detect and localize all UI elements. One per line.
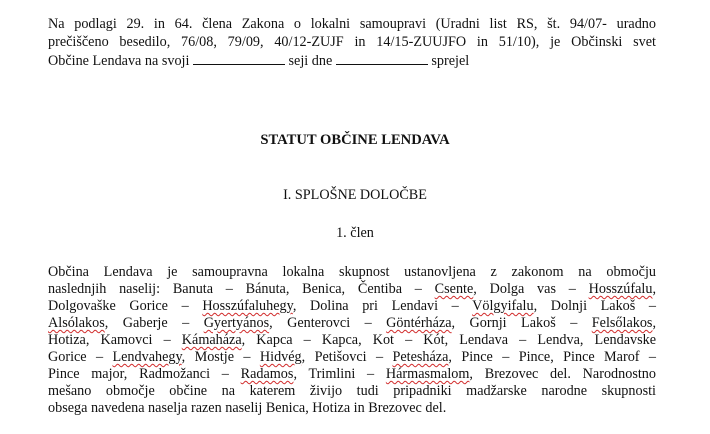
body-line-7 <box>48 365 656 383</box>
place-name: Kámaháza <box>181 332 242 348</box>
body-line-8 <box>48 382 656 400</box>
body-text: , Gaberje – <box>104 315 204 331</box>
body-text: , Brezovec del. Narodnostno <box>469 366 656 382</box>
body-line-4 <box>48 314 656 332</box>
body-text: Občina Lendava je samoupravna lokalna skupnost ustanovljena z zakonom na območju <box>48 264 656 280</box>
session-number-blank <box>193 51 285 65</box>
intro-text-3b: seji dne <box>288 53 333 69</box>
body-text: , Mostje – <box>181 349 260 365</box>
place-name: Felsőlakos <box>591 315 653 331</box>
body-line-9 <box>48 399 656 417</box>
body-text: , Trimlini – <box>293 366 386 382</box>
body-text: Dolgovaške Gorice – <box>48 298 203 314</box>
body-line-2 <box>48 280 656 298</box>
body-text: Hotiza, Kamovci – <box>48 332 182 348</box>
place-name: Hosszúfalu <box>588 281 653 297</box>
place-name: Völgyifalu <box>472 298 534 314</box>
place-name: Hármasmalom <box>385 366 470 382</box>
intro-line-2 <box>48 33 656 51</box>
body-text: , Gornji Lakoš – <box>451 315 592 331</box>
body-line-6 <box>48 348 656 366</box>
body-text: mešano območje občine na katerem živijo tudi pripadniki madžarske narodne skupnosti <box>48 383 656 399</box>
intro-text-2: prečiščeno besedilo, 76/08, 79/09, 40/12-ZUJF in 14/15-ZUUJFO in 51/10), je Občinski svet <box>48 34 656 50</box>
article-heading: 1. člen <box>336 225 374 241</box>
body-line-1 <box>48 263 656 281</box>
body-text: naslednjih naselij: Banuta – Bánuta, Benica, Čentiba – <box>48 281 435 297</box>
body-text: Pince major, Radmožanci – <box>48 366 241 382</box>
place-name: Csente <box>434 281 474 297</box>
body-text: Gorice – <box>48 349 113 365</box>
body-text: , Genterovci – <box>269 315 387 331</box>
body-text: , Pince – Pince, Pince Marof – <box>448 349 656 365</box>
document-title: STATUT OBČINE LENDAVA <box>260 132 450 148</box>
body-line-3 <box>48 297 656 315</box>
intro-text-1: Na podlagi 29. in 64. člena Zakona o lokalni samoupravi (Uradni list RS, št. 94/07- uradno <box>48 16 656 32</box>
intro-line-3 <box>48 51 656 70</box>
place-name: Gyertyános <box>203 315 270 331</box>
intro-line-1 <box>48 15 656 33</box>
session-date-blank <box>336 51 428 65</box>
place-name: Göntérháza <box>386 315 452 331</box>
body-line-5 <box>48 331 656 349</box>
place-name: Radamos <box>240 366 294 382</box>
place-name: Petesháza <box>392 349 449 365</box>
body-text: , <box>652 315 657 331</box>
place-name: Alsólakos <box>48 315 105 331</box>
place-name: Hosszúfaluhegy <box>202 298 293 314</box>
section-heading: I. SPLOŠNE DOLOČBE <box>283 187 427 203</box>
body-text: , Kapca – Kapca, Kot – Kót, Lendava – Lendva, Lendavske <box>241 332 657 348</box>
body-text: , <box>652 281 656 297</box>
body-text: , Dolina pri Lendavi – <box>292 298 473 314</box>
body-text: , Petišovci – <box>301 349 393 365</box>
place-name: Lendvahegy <box>112 349 182 365</box>
intro-text-3c: sprejel <box>431 53 470 69</box>
place-name: Hidvég <box>259 349 302 365</box>
body-text: , Dolnji Lakoš – <box>533 298 657 314</box>
body-text: , Dolga vas – <box>473 281 589 297</box>
intro-text-3a: Občine Lendava na svoji <box>48 53 190 69</box>
body-text: obsega navedena naselja razen naselij Benica, Hotiza in Brezovec del. <box>48 400 447 416</box>
